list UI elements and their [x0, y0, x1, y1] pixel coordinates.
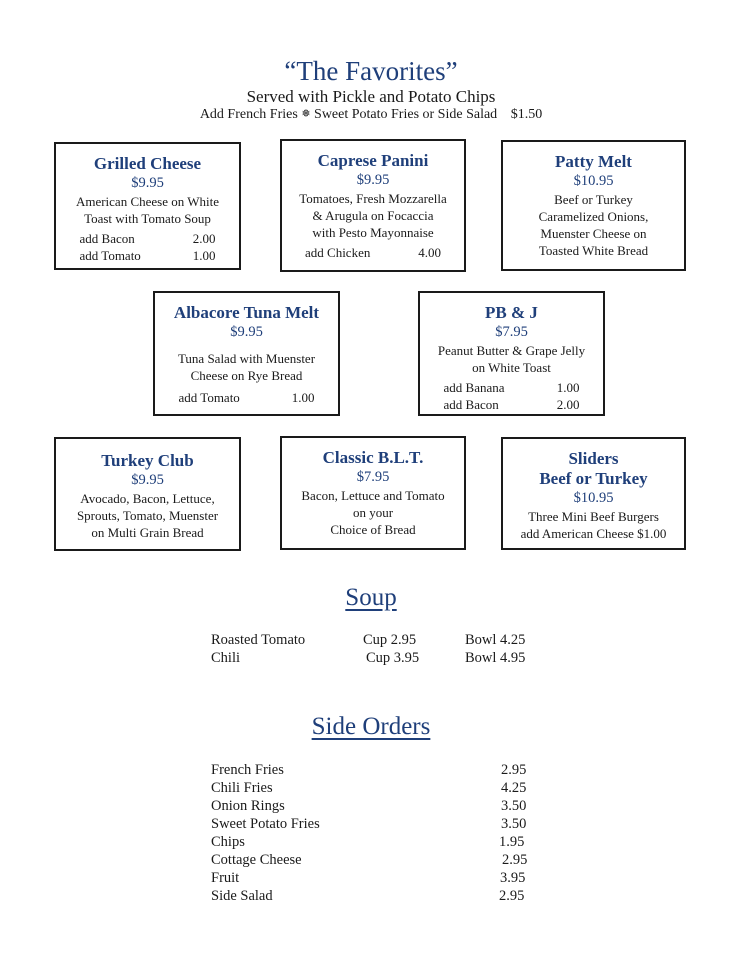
item-description-line: Sprouts, Tomato, Muenster	[76, 508, 219, 523]
menu-item-turkey-club	[54, 437, 241, 551]
add-on-row	[56, 230, 239, 247]
addon-text-2: Sweet Potato Fries or Side Salad	[314, 107, 498, 122]
side-name: French Fries	[211, 762, 284, 778]
soup-cup-price: Cup 2.95	[363, 632, 417, 648]
soup-row	[211, 649, 531, 667]
item-description-line: Three Mini Beef Burgers	[528, 509, 659, 524]
add-on-label: add Tomato	[178, 390, 240, 405]
side-row	[211, 869, 531, 887]
item-description-line: Toast with Tomato Soup	[84, 211, 211, 226]
add-on-label: add Tomato	[79, 248, 141, 263]
item-description-line: Caramelized Onions,	[538, 209, 649, 224]
menu-item-patty-melt	[501, 140, 686, 271]
side-row	[211, 887, 531, 905]
menu-item-pb-and-j	[418, 291, 605, 416]
addon-line	[0, 107, 742, 123]
soup-row	[211, 631, 531, 649]
addon-price: $1.50	[510, 107, 543, 122]
item-name: Turkey Club	[101, 451, 194, 470]
item-description-line: American Cheese on White	[75, 194, 220, 209]
side-row	[211, 761, 531, 779]
item-description-line: on White Toast	[472, 360, 551, 375]
add-on-price: 1.00	[556, 380, 580, 395]
side-price: 2.95	[501, 762, 527, 778]
item-description-line: on your	[352, 505, 394, 520]
add-on-row	[282, 244, 464, 261]
soup-bowl-price: Bowl 4.25	[465, 632, 526, 648]
menu-item-grilled-cheese	[54, 142, 241, 270]
item-name: Albacore Tuna Melt	[173, 303, 320, 322]
item-description-line: Choice of Bread	[330, 522, 416, 537]
side-name: Onion Rings	[211, 798, 285, 814]
item-name-line: Sliders	[568, 449, 619, 468]
add-on-row	[56, 247, 239, 264]
soup-name: Chili	[211, 650, 241, 666]
add-on-row	[420, 379, 603, 396]
add-on-price: 2.00	[192, 231, 216, 246]
side-orders-heading: Side Orders	[311, 713, 431, 740]
item-description-line: Peanut Butter & Grape Jelly	[437, 343, 586, 358]
menu-item-classic-blt	[280, 436, 466, 550]
item-name: Grilled Cheese	[93, 154, 202, 173]
item-description-line: & Arugula on Focaccia	[312, 208, 434, 223]
snowflake-icon: ❅	[301, 108, 311, 120]
menu-item-albacore-tuna-melt	[153, 291, 340, 416]
item-price: $7.95	[356, 469, 390, 485]
item-price: $9.95	[131, 175, 164, 191]
side-row	[211, 833, 531, 851]
item-price: $7.95	[495, 324, 528, 340]
item-description-line: add American Cheese $1.00	[520, 526, 667, 541]
soup-name: Roasted Tomato	[211, 632, 306, 648]
item-description-line: Bacon, Lettuce and Tomato	[301, 488, 445, 503]
soup-bowl-price: Bowl 4.95	[465, 650, 526, 666]
item-description-line: Muenster Cheese on	[540, 226, 647, 241]
side-name: Side Salad	[211, 888, 273, 904]
item-description-line: Avocado, Bacon, Lettuce,	[80, 491, 215, 506]
item-name: PB & J	[485, 303, 538, 322]
side-price: 2.95	[499, 888, 525, 904]
item-price: $9.95	[230, 324, 263, 340]
addon-text-1: Add French Fries	[199, 107, 298, 122]
add-on-label: add Banana	[443, 380, 505, 395]
item-price: $9.95	[131, 472, 164, 488]
add-on-row	[155, 389, 338, 406]
menu-item-sliders	[501, 437, 686, 550]
add-on-label: add Bacon	[79, 231, 135, 246]
item-description-line: on Multi Grain Bread	[91, 525, 204, 540]
side-row	[211, 851, 531, 869]
add-on-price: 2.00	[556, 397, 580, 412]
item-description-line: Tuna Salad with Muenster	[177, 351, 316, 366]
item-description-line: Tomatoes, Fresh Mozzarella	[299, 191, 447, 206]
menu-subtitle: Served with Pickle and Potato Chips	[246, 87, 496, 106]
add-on-row	[420, 396, 603, 413]
item-price: $9.95	[356, 172, 390, 188]
side-price: 3.95	[500, 870, 526, 886]
add-on-price: 1.00	[192, 248, 216, 263]
item-price: $10.95	[573, 490, 614, 506]
item-description-line: Beef or Turkey	[554, 192, 633, 207]
item-price: $10.95	[573, 173, 614, 189]
item-name: Patty Melt	[555, 152, 632, 171]
soup-heading: Soup	[345, 584, 397, 611]
side-row	[211, 797, 531, 815]
side-price: 3.50	[501, 798, 527, 814]
menu-item-caprese-panini	[280, 139, 466, 272]
side-price: 1.95	[499, 834, 525, 850]
side-name: Fruit	[211, 870, 240, 886]
side-price: 4.25	[501, 780, 527, 796]
side-name: Chili Fries	[211, 780, 273, 796]
item-description-line: Toasted White Bread	[538, 243, 649, 258]
item-description-line: with Pesto Mayonnaise	[312, 225, 434, 240]
add-on-price: 1.00	[291, 390, 315, 405]
side-price: 3.50	[501, 816, 527, 832]
item-name-line: Beef or Turkey	[539, 469, 648, 488]
side-name: Chips	[211, 834, 245, 850]
item-description-line: Cheese on Rye Bread	[190, 368, 303, 383]
item-name: Classic B.L.T.	[322, 448, 424, 467]
menu-title: “The Favorites”	[284, 56, 458, 86]
add-on-label: add Chicken	[305, 245, 371, 260]
side-name: Sweet Potato Fries	[211, 816, 320, 832]
side-price: 2.95	[502, 852, 528, 868]
side-row	[211, 815, 531, 833]
add-on-label: add Bacon	[443, 397, 499, 412]
side-row	[211, 779, 531, 797]
item-name: Caprese Panini	[317, 151, 429, 170]
soup-cup-price: Cup 3.95	[366, 650, 420, 666]
add-on-price: 4.00	[418, 245, 441, 260]
side-name: Cottage Cheese	[211, 852, 302, 868]
